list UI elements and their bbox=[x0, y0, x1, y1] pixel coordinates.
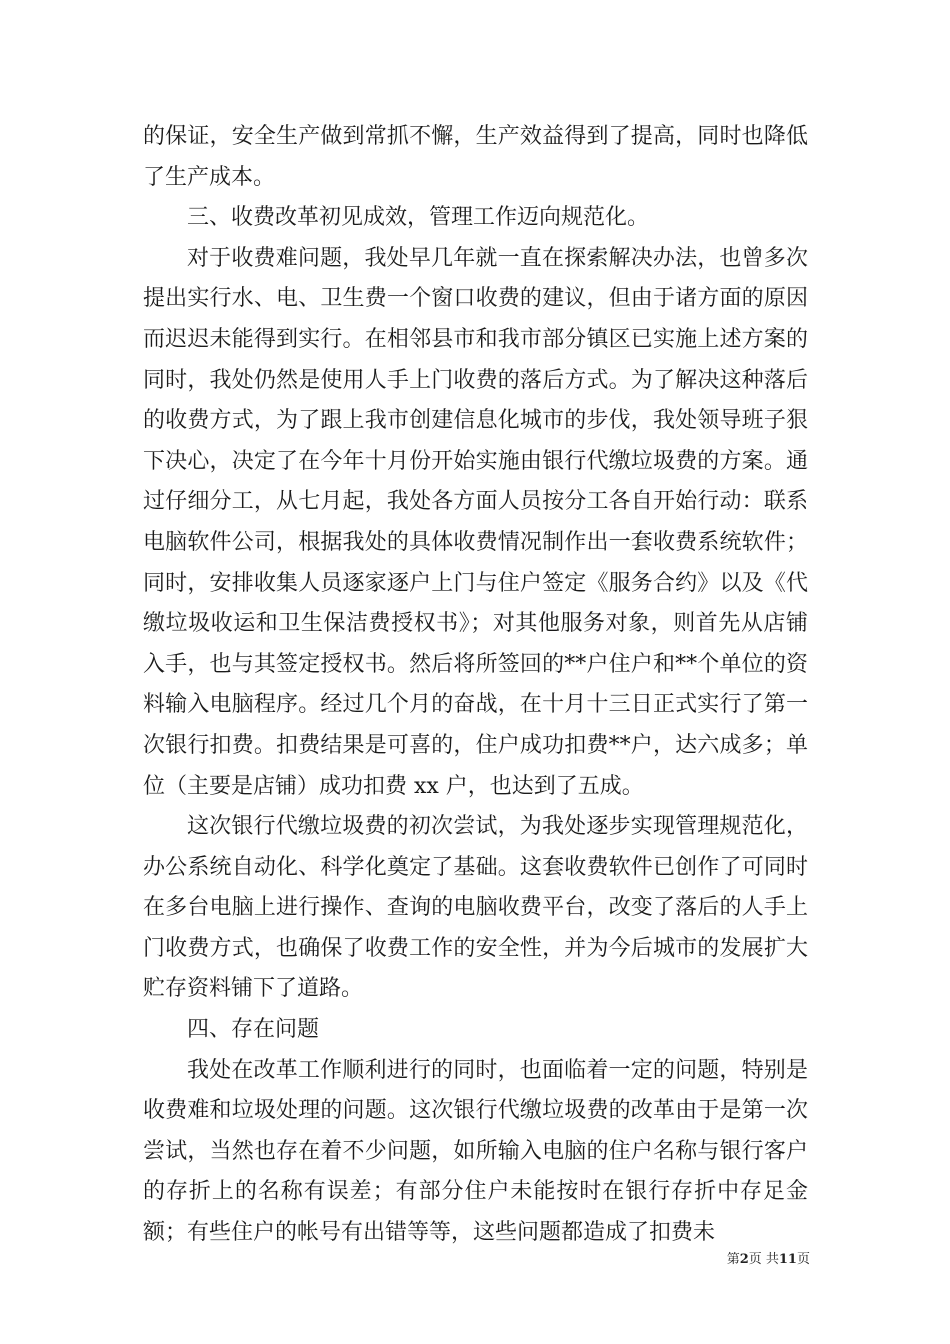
document-body bbox=[143, 117, 808, 1254]
paragraph-1: 的保证，安全生产做到常抓不懈，生产效益得到了提高，同时也降低了生产成本。 bbox=[143, 124, 808, 190]
footer-middle: 页 共 bbox=[748, 1252, 779, 1267]
paragraph-3: 对于收费难问题，我处早几年就一直在探索解决办法，也曾多次提出实行水、电、卫生费一个窗口收费的建议，但由于诸方面的原因而迟迟未能得到实行。在相邻县市和我市部分镇区已实施上述方案的同时，我处仍然是使用人手上门收费的落后方式。为了解决这种落后的收费方式，为了跟上我市创建信息化城市的步伐，我处领导班子狠下决心，决定了在今年十月份开始实施由银行代缴垃圾费的方案。通过仔细分工，从七月起，我处各方面人员按分工各自开始行动：联系电脑软件公司，根据我处的具体收费情况制作出一套收费系统软件；同时，安排收集人员逐家逐户上门与住户签定《服务合约》以及《代缴垃圾收运和卫生保洁费授权书》；对其他服务对象，则首先从店铺入手，也与其签定授权书。然后将所签回的**户住户和**个单位的资料输入电脑程序。经过几个月的奋战，在十月十三日正式实行了第一次银行扣费。扣费结果是可喜的，住户成功扣费**户，达六成多；单位（主要是店铺）成功扣费 xx 户，也达到了五成。 bbox=[143, 245, 808, 799]
paragraph-6: 我处在改革工作顺利进行的同时，也面临着一定的问题，特别是收费难和垃圾处理的问题。这次银行代缴垃圾费的改革由于是第一次尝试，当然也存在着不少问题，如所输入电脑的住户名称与银行客户的存折上的名称有误差；有部分住户未能按时在银行存折中存足金额；有些住户的帐号有出错等等，这些问题都造成了扣费未 bbox=[143, 1057, 808, 1246]
page-footer bbox=[0, 1248, 810, 1267]
footer-prefix: 第 bbox=[726, 1252, 740, 1267]
paragraph-4: 这次银行代缴垃圾费的初次尝试，为我处逐步实现管理规范化，办公系统自动化、科学化奠定了基础。这套收费软件已创作了可同时在多台电脑上进行操作、查询的电脑收费平台，改变了落后的人手上门收费方式，也确保了收费工作的安全性，并为今后城市的发展扩大贮存资料铺下了道路。 bbox=[143, 814, 808, 1002]
footer-current-page: 2 bbox=[739, 1252, 749, 1267]
section-heading-4: 四、存在问题 bbox=[187, 1017, 320, 1043]
footer-suffix: 页 bbox=[796, 1252, 810, 1267]
footer-total-pages: 11 bbox=[778, 1252, 797, 1267]
section-heading-3: 三、收费改革初见成效，管理工作迈向规范化。 bbox=[187, 205, 650, 231]
